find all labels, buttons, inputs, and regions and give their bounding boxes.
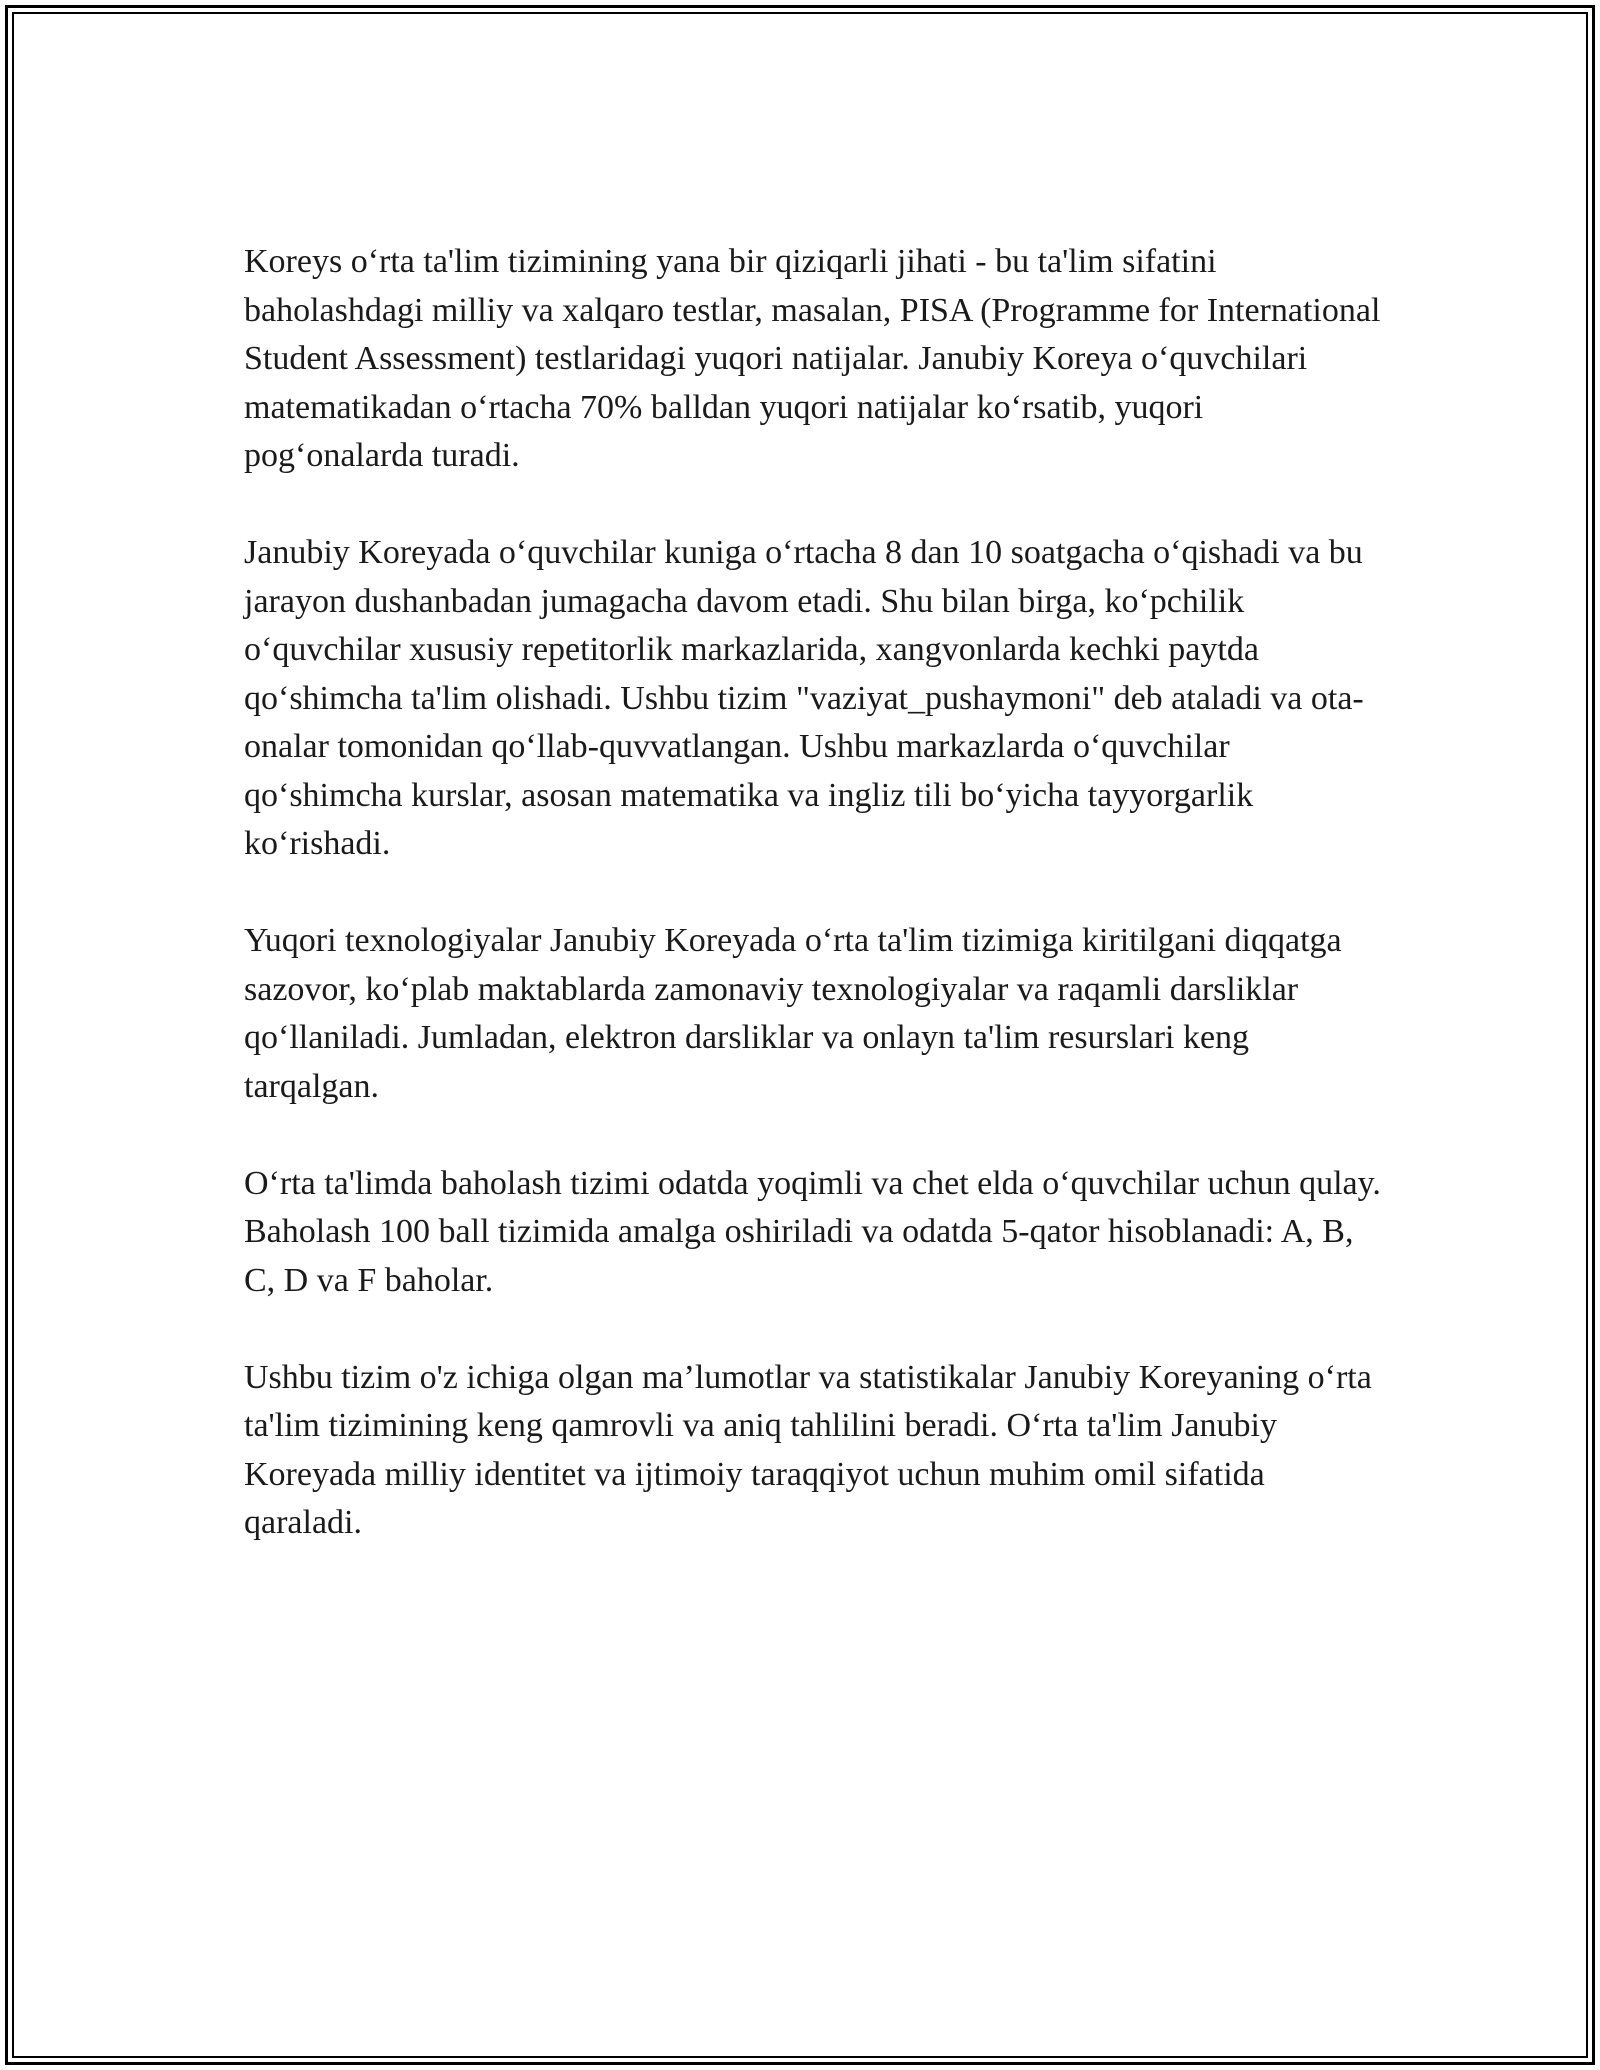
paragraph-2: Janubiy Koreyada o‘quvchilar kuniga o‘rtacha 8 dan 10 soatgacha o‘qishadi va bu jarayon dushanbadan jumagacha davom etadi. Shu bilan birga, ko‘pchilik o‘quvchilar xususiy repetitorlik markazlarida, xangvonlarda kechki paytda qo‘shimcha ta'lim olishadi. Ushbu tizim "vaziyat_pushaymoni" deb ataladi va ota-onalar tomonidan qo‘llab-quvvatlangan. Ushbu markazlarda o‘quvchilar qo‘shimcha kurslar, asosan matematika va ingliz tili bo‘yicha tayyorgarlik ko‘rishadi.	[244, 534, 1364, 862]
paragraph-5: Ushbu tizim o'z ichiga olgan ma’lumotlar va statistikalar Janubiy Koreyaning o‘rta ta'lim tizimining keng qamrovli va aniq tahlilini beradi. O‘rta ta'lim Janubiy Koreyada milliy identitet va ijtimoiy taraqqiyot uchun muhim omil sifatida qaraladi.	[244, 1358, 1372, 1541]
paragraph-4: O‘rta ta'limda baholash tizimi odatda yoqimli va chet elda o‘quvchilar uchun qulay. Baholash 100 ball tizimida amalga oshiriladi va odatda 5-qator hisoblanadi: A, B, C, D va F baholar.	[244, 1164, 1381, 1299]
paragraph-3: Yuqori texnologiyalar Janubiy Koreyada o‘rta ta'lim tizimiga kiritilgani diqqatga sazovor, ko‘plab maktablarda zamonaviy texnologiyalar va raqamli darsliklar qo‘llaniladi. Jumladan, elektron darsliklar va onlayn ta'lim resurslari keng tarqalgan.	[244, 922, 1342, 1105]
document-body	[244, 238, 1384, 1548]
paragraph-1: Koreys o‘rta ta'lim tizimining yana bir qiziqarli jihati - bu ta'lim sifatini baholashdagi milliy va xalqaro testlar, masalan, PISA (Programme for International Student Assessment) testlaridagi yuqori natijalar. Janubiy Koreya o‘quvchilari matematikadan o‘rtacha 70% balldan yuqori natijalar ko‘rsatib, yuqori pog‘onalarda turadi.	[244, 243, 1381, 474]
page-frame	[5, 5, 1595, 2065]
